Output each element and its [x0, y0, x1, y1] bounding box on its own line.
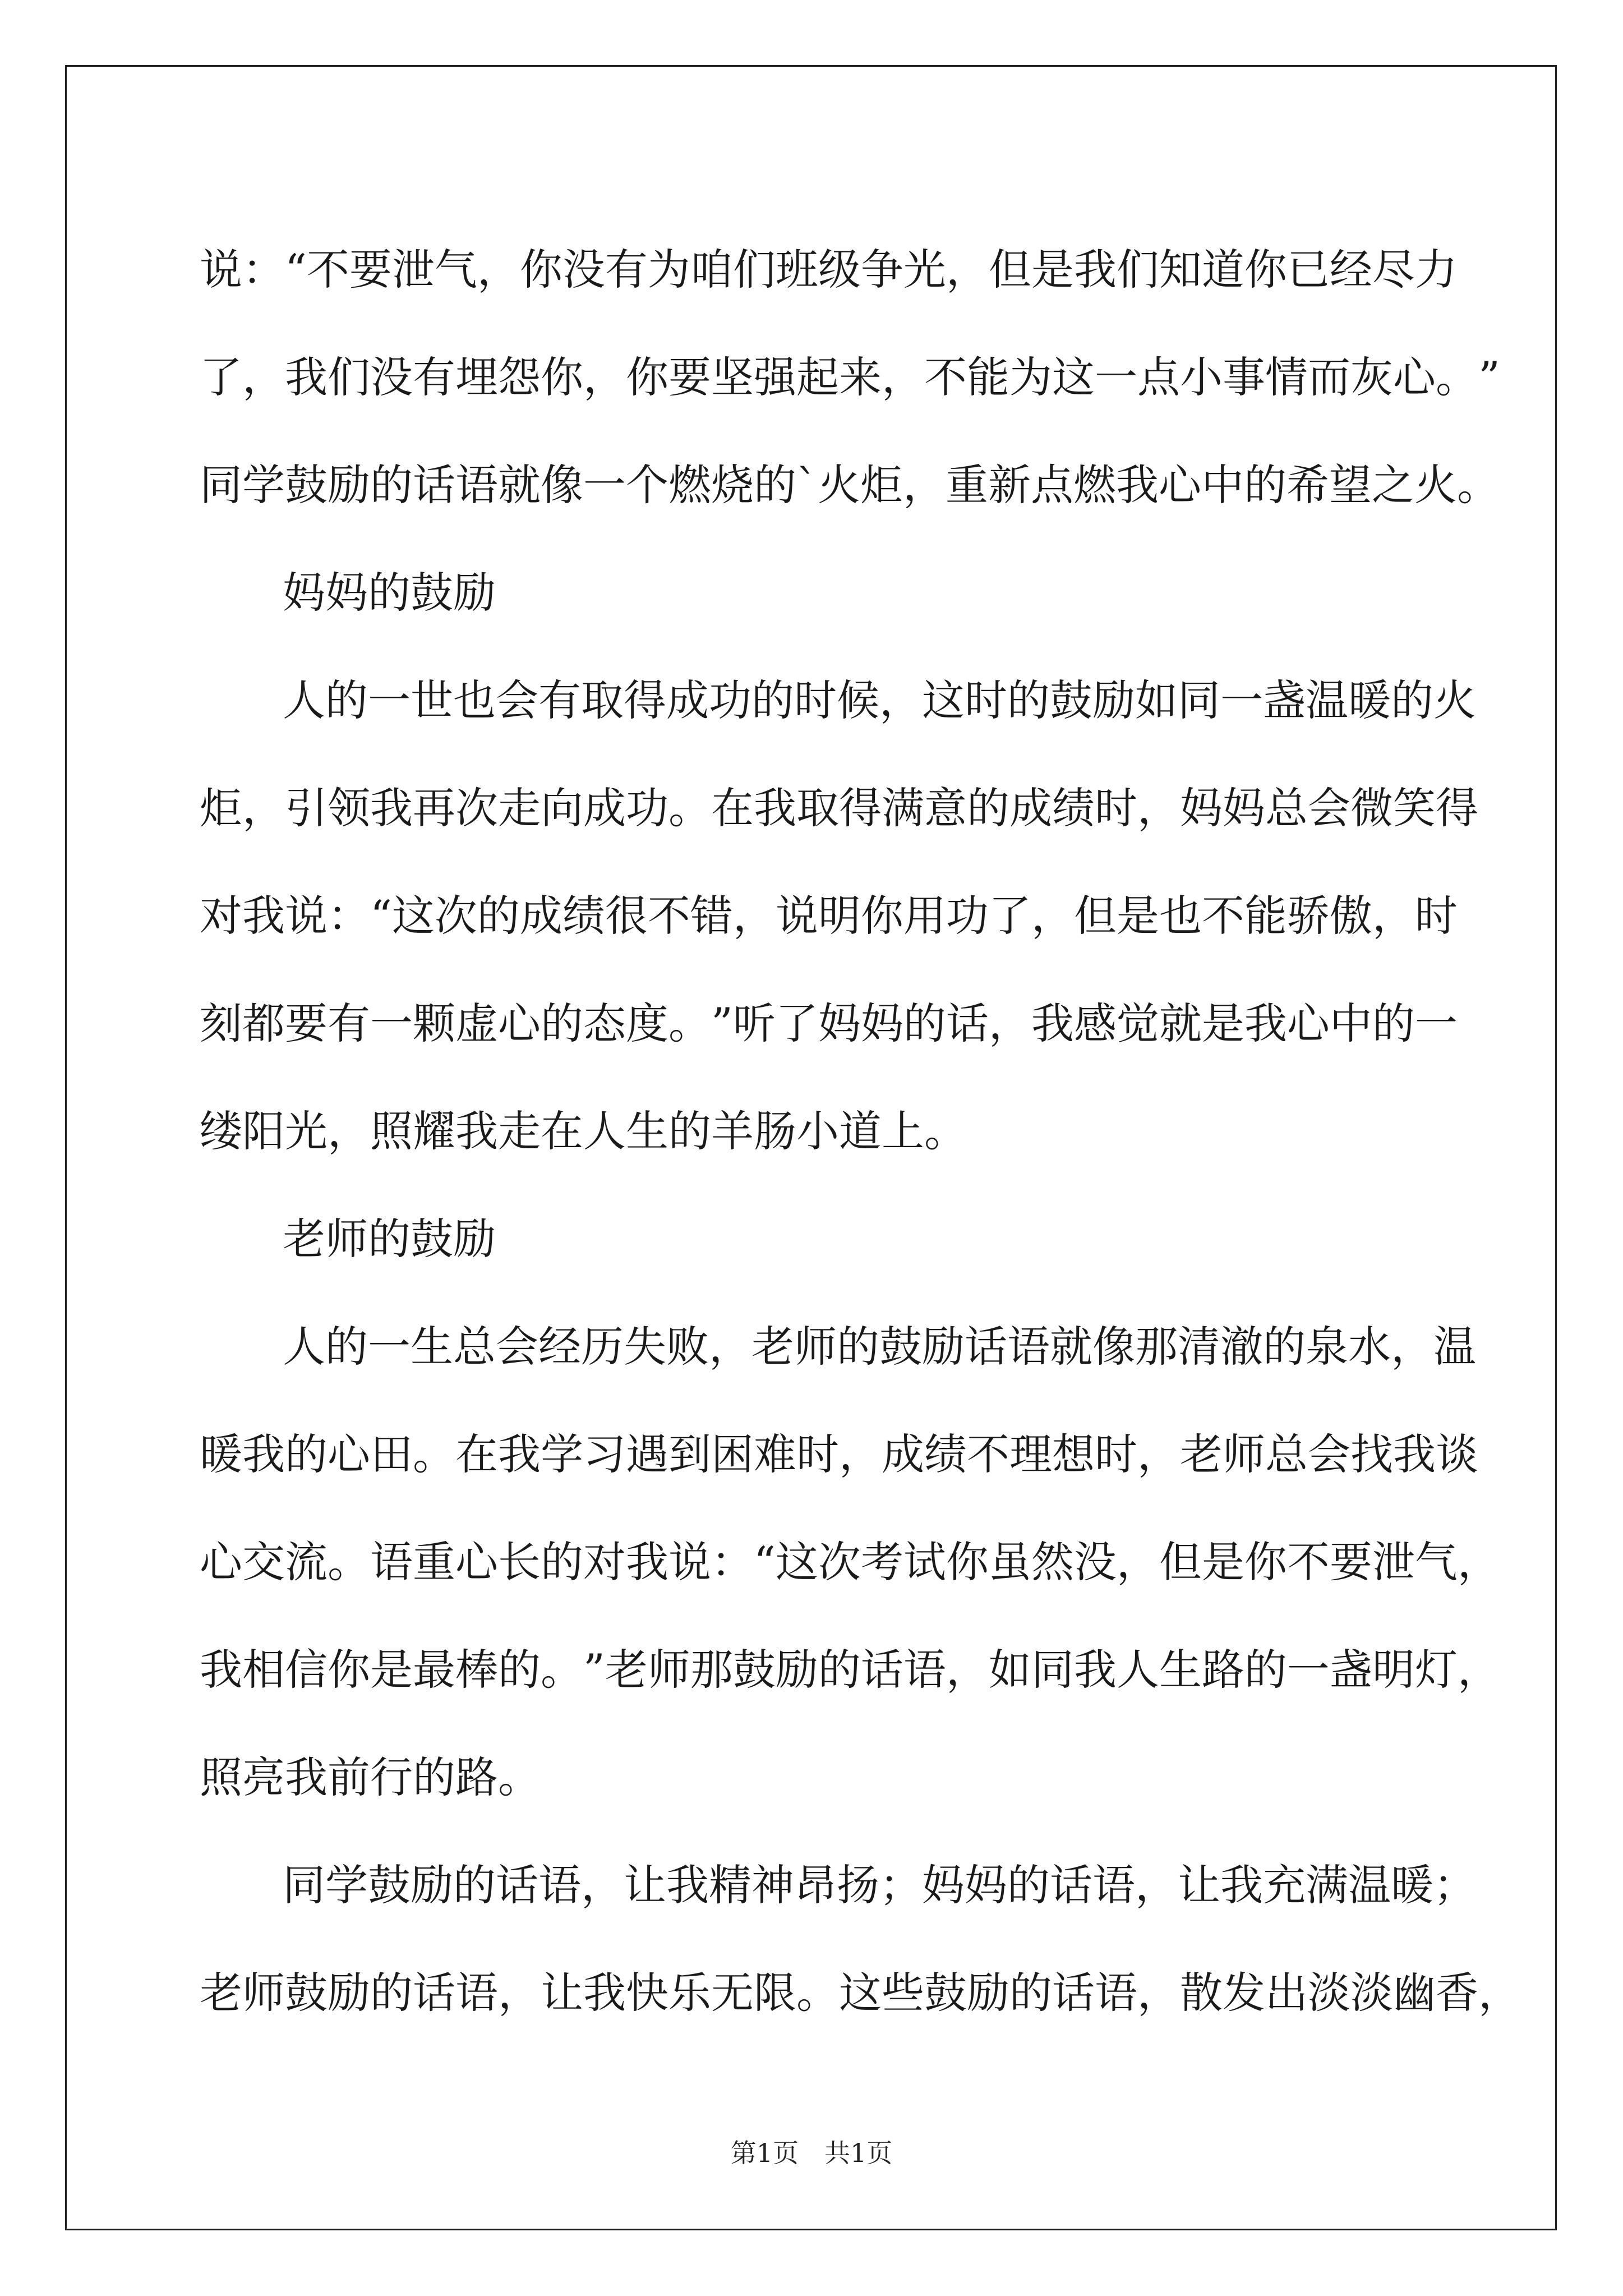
text-line: 人 的 一 世 也 会 有 取 得 成 功 的 时 候 ， 这 时 的 鼓 励 如 同 一 盏 温 暖 的 火	[283, 675, 1476, 725]
text-line: 对 我 说 ： “ 这 次 的 成 绩 很 不 错 ， 说 明 你 用 功 了 ， 但 是 也 不 能 骄 傲 ， 时	[200, 891, 1458, 941]
text-line: 照亮我前行的路。	[200, 1752, 541, 1802]
text-line: 我 相 信 你 是 最 棒 的 。 ” 老 师 那 鼓 励 的 话 语 ， 如 同 我 人 生 路 的 一 盏 明 灯 ，	[200, 1645, 1500, 1695]
text-line: 同 学 鼓 励 的 话 语 就 像 一 个 燃 烧 的 ` 火 炬 ， 重 新 点 燃 我 心 中 的 希 望 之 火 。	[200, 460, 1500, 510]
text-line: 刻 都 要 有 一 颗 虚 心 的 态 度 。 ” 听 了 妈 妈 的 话 ， 我 感 觉 就 是 我 心 中 的 一	[200, 999, 1458, 1048]
document-body	[200, 216, 1521, 2047]
section-heading: 老师的鼓励	[283, 1214, 496, 1264]
text-line: 炬 ， 引 领 我 再 次 走 向 成 功 。 在 我 取 得 满 意 的 成 绩 时 ， 妈 妈 总 会 微 笑 得	[200, 783, 1478, 833]
page-footer: 第1页 共1页	[730, 2138, 893, 2168]
text-line: 缕阳光，照耀我走在人生的羊肠小道上。	[200, 1106, 967, 1156]
text-line: 说 ： “ 不 要 泄 气 ， 你 没 有 为 咱 们 班 级 争 光 ， 但 是 我 们 知 道 你 已 经 尽 力	[200, 245, 1458, 295]
text-line: 心 交 流 。 语 重 心 长 的 对 我 说 ： “ 这 次 考 试 你 虽 然 没 ， 但 是 你 不 要 泄 气 ，	[200, 1537, 1500, 1587]
text-line: 老 师 鼓 励 的 话 语 ， 让 我 快 乐 无 限 。 这 些 鼓 励 的 话 语 ， 散 发 出 淡 淡 幽 香 ，	[200, 1968, 1521, 2018]
text-line: 人 的 一 生 总 会 经 历 失 败 ， 老 师 的 鼓 励 话 语 就 像 那 清 澈 的 泉 水 ， 温	[283, 1322, 1476, 1372]
text-line: 了 ， 我 们 没 有 埋 怨 你 ， 你 要 坚 强 起 来 ， 不 能 为 这 一 点 小 事 情 而 灰 心 。 ”	[200, 352, 1500, 402]
text-line: 暖 我 的 心 田 。 在 我 学 习 遇 到 困 难 时 ， 成 绩 不 理 想 时 ， 老 师 总 会 找 我 谈	[200, 1429, 1478, 1479]
text-line: 同 学 鼓 励 的 话 语 ， 让 我 精 神 昂 扬 ； 妈 妈 的 话 语 ， 让 我 充 满 温 暖 ；	[283, 1860, 1476, 1910]
section-heading: 妈妈的鼓励	[283, 568, 496, 618]
